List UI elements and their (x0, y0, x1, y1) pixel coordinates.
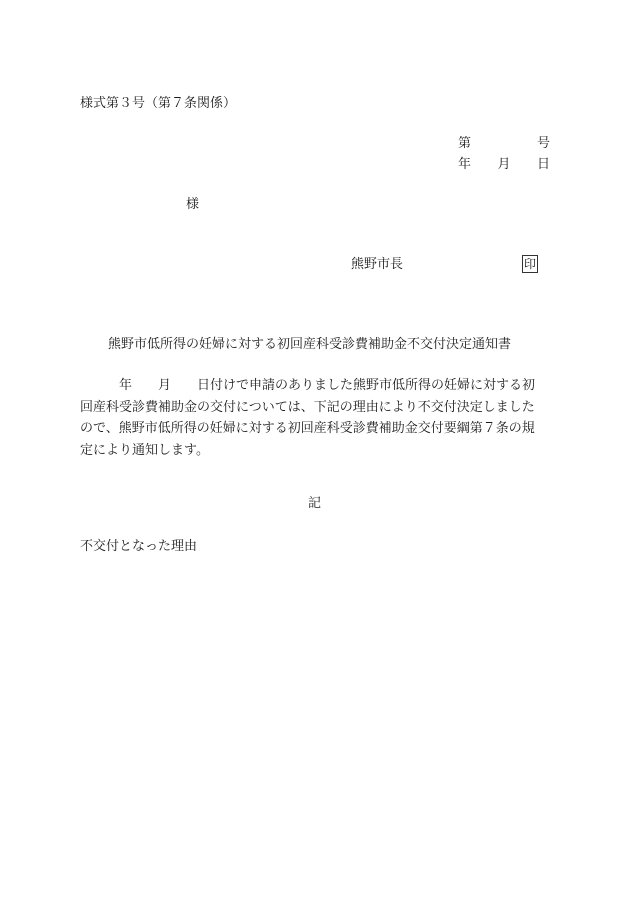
reason-label: 不交付となった理由 (80, 539, 198, 554)
body-month: 月 (158, 378, 172, 393)
body-line-2: 回産科受診費補助金の交付については、下記の理由により不交付決定しました (80, 399, 535, 415)
document-title: 熊野市低所得の妊婦に対する初回産科受診費補助金不交付決定通知書 (108, 337, 512, 352)
issuer-title: 熊野市長 (351, 257, 404, 272)
document-number-suffix: 号 (536, 136, 550, 151)
seal-stamp: 印 (523, 257, 536, 271)
body-line-1-rest: 日付けで申請のありました熊野市低所得の妊婦に対する初 (197, 378, 536, 393)
date-month: 月 (497, 157, 511, 172)
body-line-4: 定により通知します。 (80, 442, 209, 458)
document-number-line (458, 136, 550, 152)
recipient-honorific: 様 (186, 197, 200, 212)
document-number-prefix: 第 (458, 136, 472, 151)
date-year: 年 (458, 157, 472, 172)
body-line-1 (80, 375, 552, 397)
form-number: 様式第３号（第７条関係） (80, 96, 237, 111)
record-mark: 記 (308, 496, 322, 511)
date-day: 日 (536, 157, 550, 172)
body-text (80, 375, 552, 461)
date-line (458, 157, 550, 173)
body-year: 年 (119, 378, 133, 393)
body-line-3: ので、熊野市低所得の妊婦に対する初回産科受診費補助金交付要綱第７条の規 (80, 421, 535, 436)
